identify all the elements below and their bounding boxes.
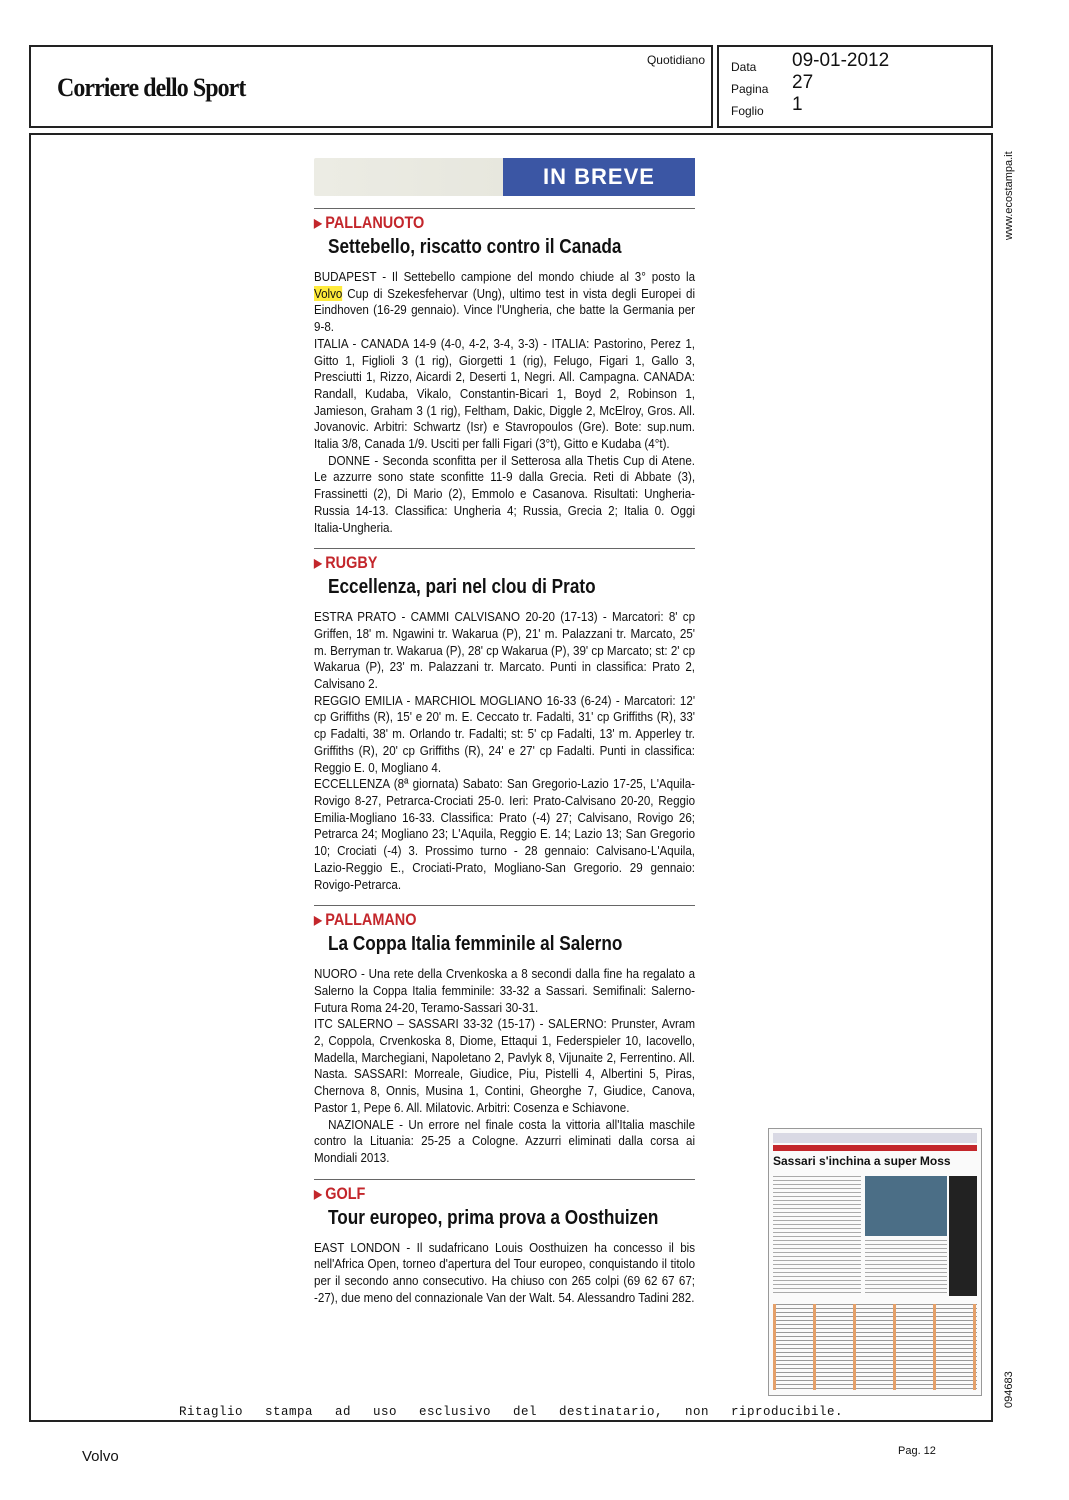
paragraph: NUORO - Una rete della Crvenkoska a 8 secondi dalla fine ha regalato a Salerno la Coppa Italia femminile: 33-32 a Sassari. Semifinali: Salerno-Futura Roma 24-20, Teramo-Sassari 30-31. [314, 966, 696, 1015]
disclaimer: Ritaglio stampa ad uso esclusivo del destinatario, non riproducibile. [178, 1405, 844, 1419]
triangle-icon: ▶ [314, 216, 322, 230]
triangle-icon: ▶ [314, 1186, 322, 1201]
paragraph: BUDAPEST - Il Settebello campione del mondo chiude al 3° posto la Volvo Cup di Szekesfehervar (Ung), ultimo test in vista degli Europei di Eindhoven (16-29 gennaio). Vince l'Ungheria, che batte la Germania per 9-8. [314, 269, 696, 335]
highlighted-term: Volvo [314, 285, 343, 301]
divider [314, 1179, 695, 1180]
paragraph: ITC SALERNO – SASSARI 33-32 (15-17) - SALERNO: Prunster, Avram 2, Coppola, Crvenkoska 8, Diome, Ettaqui 1, Federspieler 10, Iacovello, Madella, Marchegiani, Napoletano 2, Pavlyk 8, Vijunaite 2, Ferrentino. All. Nasta. SASSARI: Morreale, Giudice, Piu, Pistelli 4, Albertini 5, Piras, Chernova 8, Onnis, Musina 1, Contini, Gheorghe 7, Giudice, Canova, Pastor 1, Pepe 6. All. Milatovic. Arbitri: Cosenza e Schiavone. [314, 1016, 696, 1115]
article-rugby [314, 553, 695, 893]
thumbnail-red-bar [773, 1145, 977, 1151]
side-code: 094683 [1003, 1371, 1015, 1408]
paragraph: ECCELLENZA (8ª giornata) Sabato: San Gregorio-Lazio 17-25, L'Aquila-Rovigo 8-27, Petrarca-Crociati 25-0. Ieri: Prato-Calvisano 20-20, Reggio Emilia-Mogliano 16-33. Classifica: Prato (-4) 27; Calvisano, Rovigo 26; Petrarca 24; Mogliano 23; L'Aquila, Reggio E. 14; Lazio 13; San Gregorio 10; Crociati (-4) 3. Prossimo turno - 28 gennaio: Calvisano-L'Aquila, Lazio-Reggio E., Crociati-Prato, Mogliano-San Gregorio. 29 gennaio: Rovigo-Petrarca. [314, 776, 696, 892]
banner-label: IN BREVE [503, 158, 695, 196]
article-headline: Eccellenza, pari nel clou di Prato [328, 576, 596, 599]
header-masthead [29, 45, 713, 128]
paragraph: ITALIA - CANADA 14-9 (4-0, 4-2, 3-4, 3-3) - ITALIA: Pastorino, Perez 1, Gitto 1, Figlioli 3 (1 rig), Giorgetti 1 (rig), Felugo, Figari 1, Gallo 3, Presciutti 1, Rizzo, Aicardi 2, Deserti 1, Negri. All. Campagna. CANADA: Randall, Kudaba, Vikalo, Constantin-Bicari 1, Boyd 2, Robinson 1, Jamieson, Graham 3 (1 rig), Feltham, Dakic, Diggle 2, McElroy, Gros. All. Jovanovic. Arbitri: Schwartz (Isr) e Stavropoulos (Gre). Bote: sup.num. Italia 3/8, Canada 1/9. Usciti per falli Figari (3°t), Gitto e Kudaba (4°t). [314, 335, 696, 452]
thumbnail-headline: Sassari s'inchina a super Moss [773, 1154, 951, 1168]
thumbnail-text-column [773, 1176, 861, 1296]
article-pallanuoto [314, 213, 695, 536]
article-headline: Tour europeo, prima prova a Oosthuizen [328, 1206, 659, 1229]
paragraph: DONNE - Seconda sconfitta per il Setterosa alla Thetis Cup di Atene. Le azzurre sono state sconfitte 11-9 dalla Grecia. Reti di Abbate (3), Frassinetti (2), Di Mario (2), Emmolo e Casanova. Risultati: Ungheria-Russia 14-13. Classifica: Ungheria 4; Russia, Grecia 2; Italia 0. Oggi Italia-Ungheria. [314, 452, 696, 535]
footer-keyword: Volvo [82, 1448, 119, 1465]
newspaper-logo: Corriere dello Sport [57, 73, 246, 102]
meta-label-page: Pagina [731, 82, 769, 96]
article-body [314, 269, 695, 536]
article-body [314, 1240, 695, 1307]
meta-values [792, 50, 889, 116]
meta-label-date: Data [731, 60, 757, 74]
article-headline: La Coppa Italia femminile al Salerno [328, 933, 623, 956]
footer-page-number: Pag. 12 [898, 1445, 936, 1457]
divider [314, 208, 695, 209]
thumbnail-results-table [773, 1304, 977, 1390]
article-pallamano [314, 910, 695, 1166]
meta-value-date: 09-01-2012 [792, 50, 890, 71]
article-body [314, 609, 695, 893]
in-breve-banner [314, 158, 695, 196]
triangle-icon: ▶ [314, 556, 322, 571]
meta-labels [731, 56, 768, 122]
divider [314, 905, 695, 906]
thumbnail-sidebar [949, 1176, 977, 1296]
article-headline: Settebello, riscatto contro il Canada [328, 236, 622, 258]
section-label: ▶ RUGBY [314, 553, 378, 573]
meta-value-sheet: 1 [792, 94, 803, 115]
meta-label-sheet: Foglio [731, 104, 764, 118]
paragraph: ESTRA PRATO - CAMMI CALVISANO 20-20 (17-13) - Marcatori: 8' cp Griffen, 18' m. Ngawini tr. Wakarua (P), 21' m. Palazzani tr. Marcato, 25' m. Berryman tr. Wakarua (P), 28' cp Wakarua (P), 39' cp Marcato; st: 2' cp Wakarua (P), 23' m. Palazzani tr. Marcato. Punti in classifica: Prato 2, Calvisano 2. [314, 609, 696, 692]
header-meta-box [717, 45, 993, 128]
section-label: ▶ PALLANUOTO [314, 213, 425, 232]
paragraph: REGGIO EMILIA - MARCHIOL MOGLIANO 16-33 (6-24) - Marcatori: 12' cp Griffiths (R), 15' e 20' m. E. Ceccato tr. Fadalti, 31' cp Griffiths (R), 33' cp Fadalti, 38' m. Orlando tr. Fadalti; st: 5' cp Fadalti, 13' m. Apperley tr. Griffiths (R), 20' cp Griffiths (R), 24' e 27' cp Fadalti. Punti in classifica: Reggio E. 0, Mogliano 4. [314, 692, 696, 775]
page-thumbnail [768, 1128, 982, 1396]
article-golf [314, 1184, 695, 1307]
thumbnail-header-bar [773, 1133, 977, 1143]
divider [314, 548, 695, 549]
side-url: www.ecostampa.it [1003, 151, 1015, 240]
article-body [314, 966, 695, 1166]
triangle-icon: ▶ [314, 913, 322, 928]
article-column [314, 158, 695, 1306]
section-label: ▶ PALLAMANO [314, 910, 417, 930]
paragraph: EAST LONDON - Il sudafricano Louis Oosthuizen ha concesso il bis nell'Africa Open, torneo d'apertura del Tour europeo, conquistando il titolo per il secondo anno consecutivo. Ha chiuso con 265 colpi (69 62 67 67; -27), due meno del connazionale Van der Walt. 54. Alessandro Tadini 282. [314, 1239, 696, 1305]
thumbnail-photo [865, 1176, 947, 1236]
thumbnail-text-column [865, 1240, 947, 1296]
meta-value-page: 27 [792, 72, 814, 93]
section-label: ▶ GOLF [314, 1183, 366, 1203]
paragraph: NAZIONALE - Un errore nel finale costa la vittoria all'Italia maschile contro la Lituania: 25-25 a Cologne. Azzurri eliminati dalla corsa ai Mondiali 2013. [314, 1116, 696, 1165]
publication-type: Quotidiano [646, 53, 705, 67]
